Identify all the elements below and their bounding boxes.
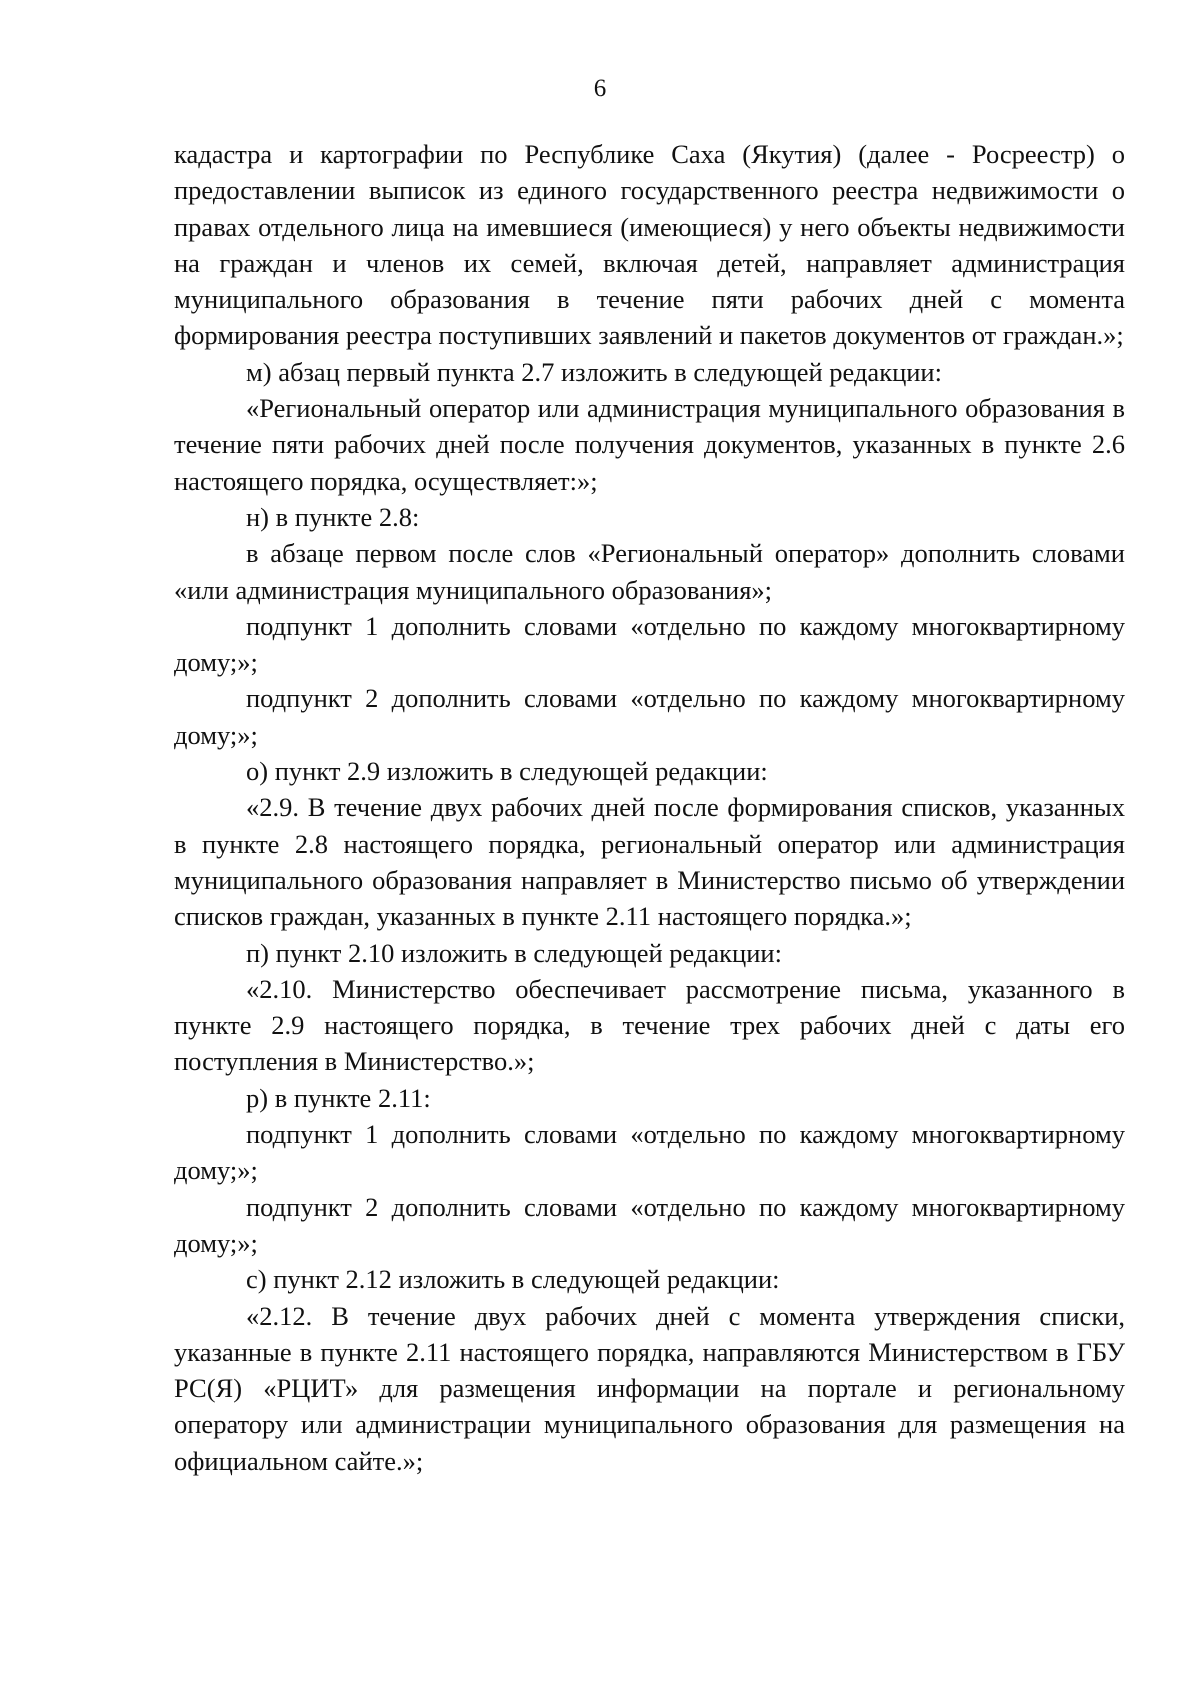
paragraph-item-o: о) пункт 2.9 изложить в следующей редакции: [246, 756, 768, 787]
paragraph-quote-2-12: «2.12. В течение двух рабочих дней с момента утверждения списки, указанные в пункте 2.11 настоящего порядка, направляются Министерством в ГБУ РС(Я) «РЦИТ» для размещения информации на портале и региональному оператору или администрации муниципального образования для размещения на официальном сайте.»; [174, 1300, 1125, 1476]
paragraph-quote-2-10: «2.10. Министерство обеспечивает рассмотрение письма, указанного в пункте 2.9 настоящего порядка, в течение трех рабочих дней с даты его поступления в Министерство.»; [174, 973, 1125, 1077]
paragraph-item-s: с) пункт 2.12 изложить в следующей редакции: [246, 1264, 780, 1295]
paragraph-quote-2-9: «2.9. В течение двух рабочих дней после формирования списков, указанных в пункте 2.8 настоящего порядка, региональный оператор или администрация муниципального образования направляет в Министерство письмо об утверждении списков граждан, указанных в пункте 2.11 настоящего порядка.»; [174, 792, 1125, 932]
paragraph-quote-2-7: «Региональный оператор или администрация муниципального образования в течение пяти рабочих дней после получения документов, указанных в пункте 2.6 настоящего порядка, осуществляет:»; [174, 393, 1125, 496]
paragraph-item-n: н) в пункте 2.8: [246, 501, 420, 532]
paragraph-item-p: п) пункт 2.10 изложить в следующей редакции: [246, 937, 782, 968]
page-number: 6 [593, 75, 607, 102]
paragraph-item-r: р) в пункте 2.11: [246, 1082, 431, 1113]
paragraph-2-8-subitem-1: подпункт 1 дополнить словами «отдельно по каждому многоквартирному дому;»; [174, 610, 1125, 678]
paragraph-2-11-subitem-2: подпункт 2 дополнить словами «отдельно по каждому многоквартирному дому;»; [174, 1191, 1125, 1258]
paragraph-2-11-subitem-1: подпункт 1 дополнить словами «отдельно по каждому многоквартирному дому;»; [174, 1119, 1125, 1186]
document-body [174, 136, 1125, 1479]
paragraph-2-8-first-abzac: в абзаце первом после слов «Региональный оператор» дополнить словами «или администрация муниципального образования»; [174, 538, 1125, 605]
paragraph-continuation: кадастра и картографии по Республике Саха (Якутия) (далее - Росреестр) о предоставлении выписок из единого государственного реестра недвижимости о правах отдельного лица на имевшиеся (имеющиеся) у него объекты недвижимости на граждан и членов их семей, включая детей, направляет администрация муниципального образования в течение пяти рабочих дней с момента формирования реестра поступивших заявлений и пакетов документов от граждан.»; [174, 139, 1125, 351]
paragraph-item-m: м) абзац первый пункта 2.7 изложить в следующей редакции: [246, 356, 942, 387]
paragraph-2-8-subitem-2: подпункт 2 дополнить словами «отдельно по каждому многоквартирному дому;»; [174, 683, 1125, 750]
